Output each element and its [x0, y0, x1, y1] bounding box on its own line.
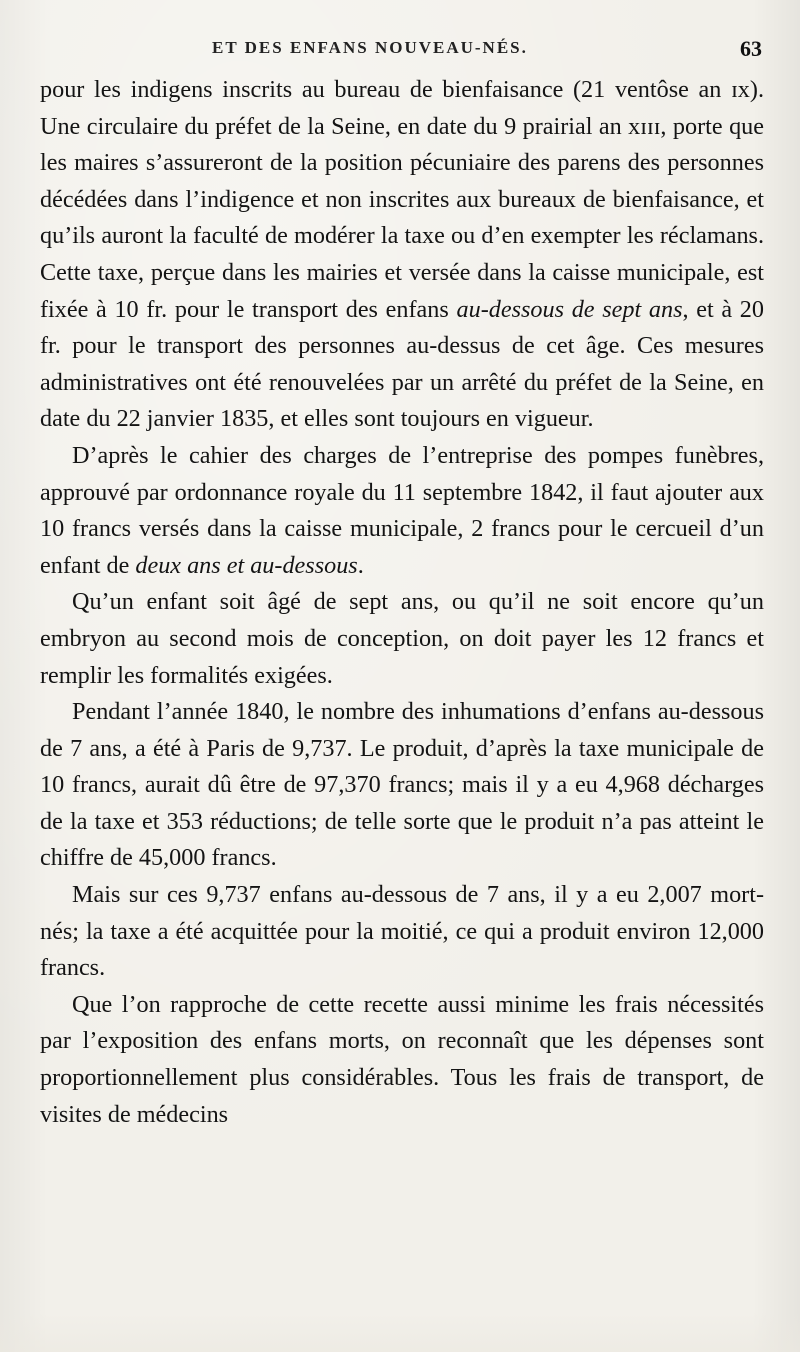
paragraph [40, 72, 764, 438]
paragraph [40, 987, 764, 1133]
italic-text-run: au-dessous de sept ans [456, 295, 683, 323]
text-run: Pendant l’année 1840, le nombre des inhumations d’enfans au-dessous de 7 ans, a été à Paris de 9,737. Le produit, d’après la taxe municipale de 10 francs, aurait dû être de 97,370 francs; mais il y a eu 4,968 décharges de la taxe et 353 réductions; de telle sorte que le produit n’a pas atteint le chiffre de 45,000 francs. [40, 698, 764, 872]
text-run: . [357, 551, 364, 579]
paragraph [40, 438, 764, 584]
running-title: ET DES ENFANS NOUVEAU-NÉS. [212, 38, 528, 57]
text-run: , et à 20 fr. pour le transport des personnes au-dessus de cet âge. Ces mesures administratives ont été renouvelées par un arrêté du préfet de la Seine, en date du 22 janvier 1835, et elles sont toujours en vigueur. [40, 295, 764, 433]
paragraph [40, 694, 764, 877]
text-run: pour les indigens inscrits au bureau de bienfaisance (21 ventôse an ɪx). Une circulaire du préfet de la Seine, en date du 9 prairial an xɪɪɪ, porte que les maires s’assureront de la position pécuniaire des parens des personnes décédées dans l’indigence et non inscrites aux bureaux de bienfaisance, et qu’ils auront la faculté de modérer la taxe ou d’en exempter les réclamans. Cette taxe, perçue dans les mairies et versée dans la caisse municipale, est fixée à 10 fr. pour le transport des enfans [40, 76, 764, 323]
text-run: D’après le cahier des charges de l’entreprise des pompes funèbres, approuvé par ordonnance royale du 11 septembre 1842, il faut ajouter aux 10 francs versés dans la caisse municipale, 2 francs pour le cercueil d’un enfant de [40, 441, 764, 579]
paragraph [40, 877, 764, 987]
paragraph [40, 584, 764, 694]
text-run: Qu’un enfant soit âgé de sept ans, ou qu’il ne soit encore qu’un embryon au second mois de conception, on doit payer les 12 francs et remplir les formalités exigées. [40, 588, 764, 689]
text-run: Mais sur ces 9,737 enfans au-dessous de 7 ans, il y a eu 2,007 mort-nés; la taxe a été acquittée pour la moitié, ce qui a produit environ 12,000 francs. [40, 881, 764, 982]
text-run: Que l’on rapproche de cette recette aussi minime les frais nécessités par l’exposition des enfans morts, on reconnaît que les dépenses sont proportionnellement plus considérables. Tous les frais de transport, de visites de médecins [40, 990, 764, 1128]
running-head [40, 38, 764, 72]
page-number: 63 [740, 36, 762, 61]
italic-text-run: deux ans et au-dessous [135, 551, 358, 579]
page-edge-shading [0, 1312, 800, 1352]
body-text [40, 72, 764, 1133]
